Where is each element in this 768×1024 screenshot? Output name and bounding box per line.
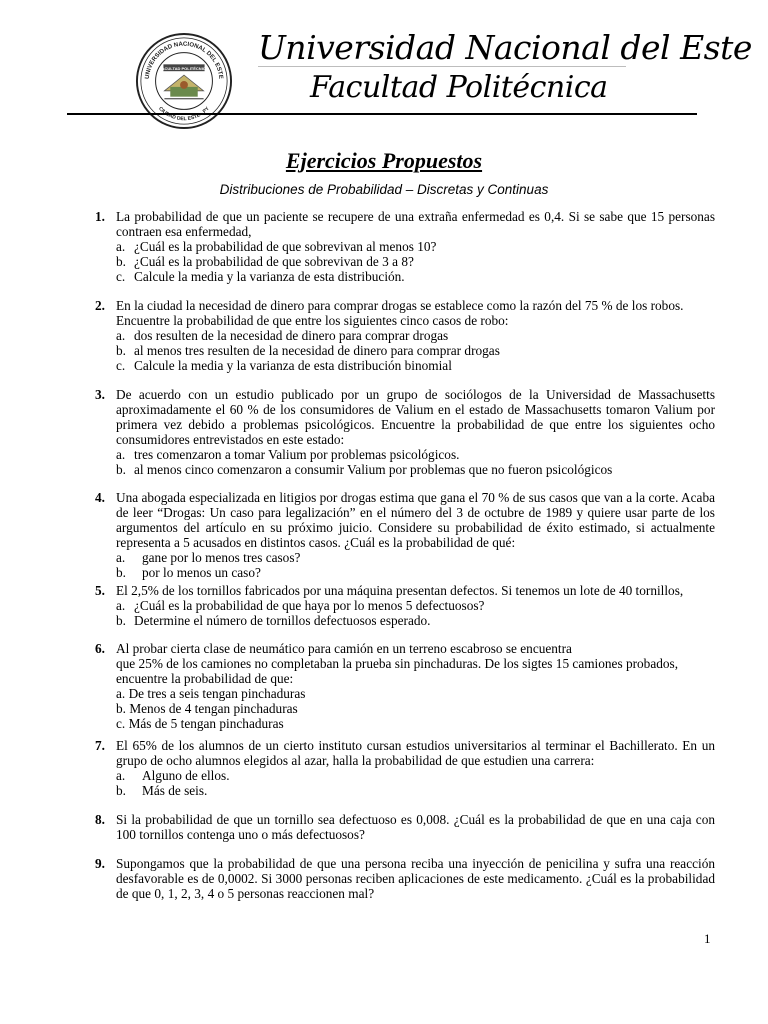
exercise-option: a. Alguno de ellos.: [116, 768, 230, 783]
exercise-7: [95, 738, 715, 798]
exercise-option: b. al menos cinco comenzaron a consumir Valium por problemas que no fueron psicológicos: [116, 462, 613, 477]
svg-text:CIUDAD DEL ESTE - PY: CIUDAD DEL ESTE - PY: [157, 105, 211, 123]
faculty-name: Facultad Politécnica: [310, 70, 608, 105]
exercise-number: 1.: [95, 209, 105, 224]
exercise-statement: Supongamos que la probabilidad de que una persona reciba una inyección de penicilina y sufra una reacción desfavorable es de 0,0002. Si 3000 personas reciben aplicaciones de este medicamento. ¿Cuál es la probabilidad de que 0, 1, 2, 3, 4 o 5 personas reaccionen mal?: [116, 856, 715, 901]
exercise-statement-line: El 2,5% de los tornillos fabricados por una máquina presentan defectos. Si tenemos un lote de 40 tornillos,: [116, 583, 684, 598]
exercise-number: 2.: [95, 298, 105, 313]
header-divider: [67, 113, 697, 115]
exercise-option: a. ¿Cuál es la probabilidad de que haya por lo menos 5 defectuosos?: [116, 598, 485, 613]
exercise-4: [95, 490, 715, 580]
exercise-option: b. por lo menos un caso?: [116, 565, 261, 580]
exercise-number: 4.: [95, 490, 105, 505]
header-thin-rule: [258, 66, 626, 67]
exercise-statement-line: que 25% de los camiones no completaban la prueba sin pinchaduras. De los sigtes 15 camiones probados,: [116, 656, 679, 671]
exercise-statement-line: encuentre la probabilidad de que:: [116, 671, 294, 686]
exercise-statement: La probabilidad de que un paciente se recupere de una extraña enfermedad es 0,4. Si se sabe que 15 personas contraen esa enfermedad,: [116, 209, 715, 239]
exercise-statement: Si la probabilidad de que un tornillo sea defectuoso es 0,008. ¿Cuál es la probabilidad de que en una caja con 100 tornillos contenga uno o más defectuosos?: [116, 812, 715, 842]
page-title: Ejercicios Propuestos: [285, 148, 483, 173]
exercise-option: a. gane por lo menos tres casos?: [116, 550, 301, 565]
university-name: Universidad Nacional del Este: [258, 28, 752, 67]
exercise-option: a. ¿Cuál es la probabilidad de que sobrevivan al menos 10?: [116, 239, 437, 254]
exercise-option: c. Calcule la media y la varianza de esta distribución binomial: [116, 358, 452, 373]
exercise-9: [95, 856, 715, 901]
svg-text:UNIVERSIDAD NACIONAL DEL ESTE: UNIVERSIDAD NACIONAL DEL ESTE: [144, 41, 224, 80]
page-subtitle: Distribuciones de Probabilidad – Discretas y Continuas: [219, 182, 549, 197]
exercise-option: c. Calcule la media y la varianza de esta distribución.: [116, 269, 405, 284]
exercise-number: 9.: [95, 856, 105, 871]
exercise-number: 7.: [95, 738, 105, 753]
exercise-statement: De acuerdo con un estudio publicado por un grupo de sociólogos de la Universidad de Massachusetts aproximadamente el 60 % de los consumidores de Valium en el estado de Massachusetts tomaron Valium por primera vez debido a problemas psicológicos. Encuentre la probabilidad de que entre los siguientes ocho consumidores entrevistados en este estado:: [116, 387, 715, 447]
exercise-2: [95, 298, 715, 373]
exercise-5: [95, 583, 715, 628]
exercise-option: b. al menos tres resulten de la necesidad de dinero para comprar drogas: [116, 343, 500, 358]
exercise-number: 6.: [95, 641, 105, 656]
exercise-6: [95, 641, 715, 731]
exercise-statement-line: Al probar cierta clase de neumático para camión en un terreno escabroso se encuentra: [116, 641, 572, 656]
university-seal-logo: [135, 32, 233, 130]
exercise-8: [95, 812, 715, 842]
svg-text:FACULTAD POLITÉCNICA: FACULTAD POLITÉCNICA: [159, 65, 209, 71]
exercise-3: [95, 387, 715, 477]
exercise-number: 8.: [95, 812, 105, 827]
exercise-option: b. Más de seis.: [116, 783, 208, 798]
exercise-statement: Una abogada especializada en litigios por drogas estima que gana el 70 % de sus casos que van a la corte. Acaba de leer “Drogas: Un caso para legalización” en el número del 3 de octubre de 1989 y quiere usar parte de los argumentos del artículo en su próximo juicio. Considere su probabilidad de éxito estimado, si actualmente representa a 5 acusados en distintos casos. ¿Cuál es la probabilidad de qué:: [116, 490, 715, 550]
exercise-option: b. Menos de 4 tengan pinchaduras: [116, 701, 298, 716]
exercise-number: 5.: [95, 583, 105, 598]
exercise-1: [95, 209, 715, 284]
exercise-statement: El 65% de los alumnos de un cierto instituto cursan estudios universitarios al terminar el Bachillerato. En un grupo de ocho alumnos elegidos al azar, halla la probabilidad de que estudien una carrera:: [116, 738, 715, 768]
exercise-number: 3.: [95, 387, 105, 402]
exercise-statement-line: Encuentre la probabilidad de que entre los siguientes cinco casos de robo:: [116, 313, 509, 328]
exercise-statement-line: En la ciudad la necesidad de dinero para comprar drogas se establece como la razón del 75 % de los robos.: [116, 298, 684, 313]
exercise-option: c. Más de 5 tengan pinchaduras: [116, 716, 284, 731]
exercise-option: b. ¿Cuál es la probabilidad de que sobrevivan de 3 a 8?: [116, 254, 414, 269]
exercise-option: a. De tres a seis tengan pinchaduras: [116, 686, 306, 701]
exercise-option: a. tres comenzaron a tomar Valium por problemas psicológicos.: [116, 447, 460, 462]
exercise-option: a. dos resulten de la necesidad de dinero para comprar drogas: [116, 328, 449, 343]
page-number: 1: [704, 931, 711, 946]
exercise-option: b. Determine el número de tornillos defectuosos esperado.: [116, 613, 431, 628]
